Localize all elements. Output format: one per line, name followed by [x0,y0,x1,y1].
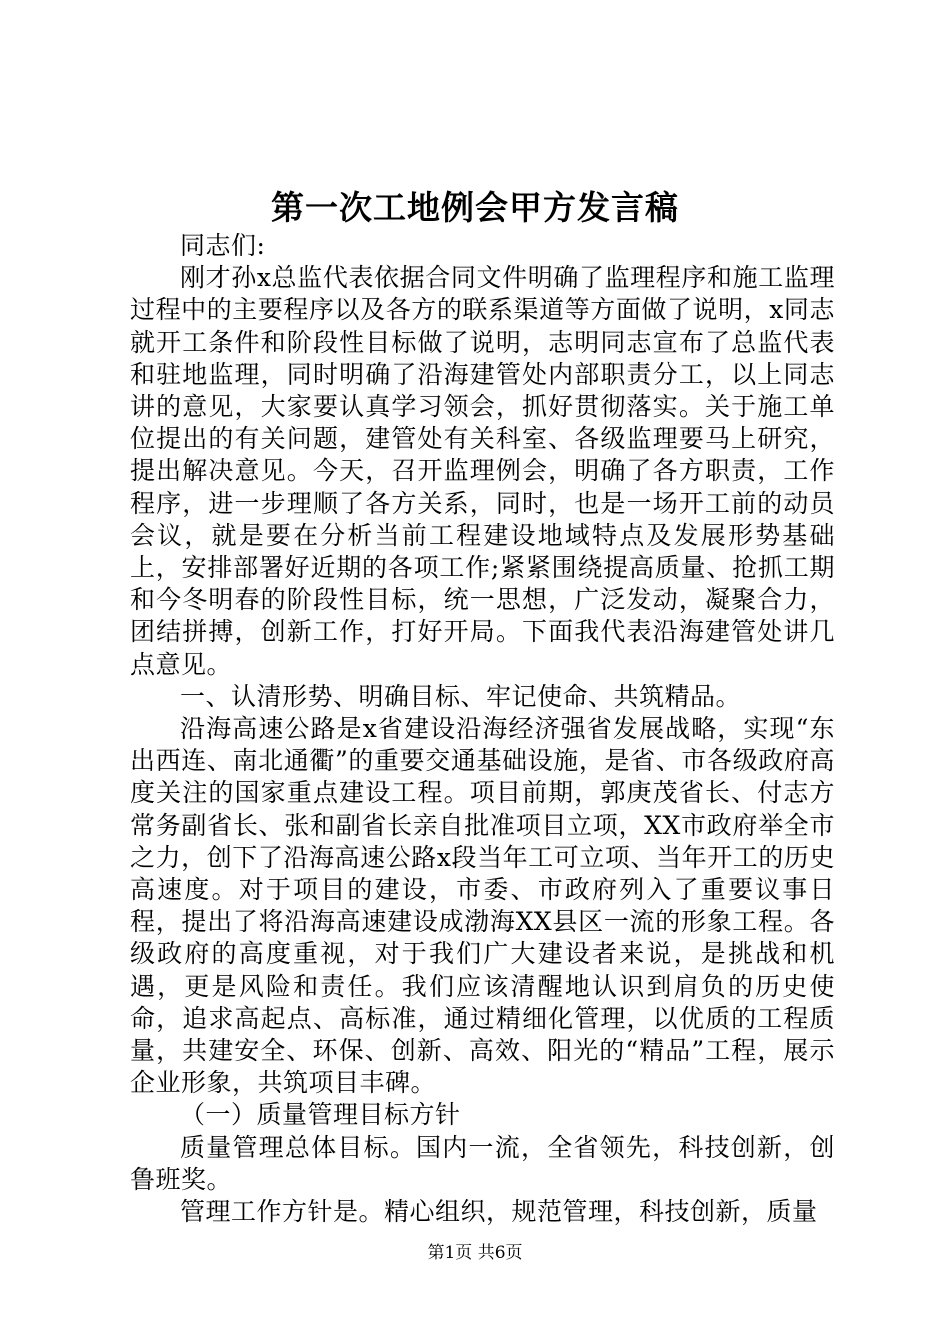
page-number-footer: 第1页 共6页 [427,1243,523,1263]
paragraph-salutation: 同志们: [180,231,266,260]
paragraph-opening: 刚才孙x总监代表依据合同文件明确了监理程序和施工监理过程中的主要程序以及各方的联系渠道等方面做了说明，x同志就开工条件和阶段性目标做了说明，志明同志宣布了总监代表和驻地监理，同时明确了沿海建管处内部职责分工，以上同志讲的意见，大家要认真学习领会，抓好贯彻落实。关于施工单位提出的有关问题，建管处有关科室、各级监理要马上研究，提出解决意见。今天，召开监理例会，明确了各方职责，工作程序，进一步理顺了各方关系，同时，也是一场开工前的动员会议，就是要在分析当前工程建设地域特点及发展形势基础上，安排部署好近期的各项工作;紧紧围绕提高质量、抢抓工期和今冬明春的阶段性目标，统一思想，广泛发动，凝聚合力，团结拼搏，创新工作，打好开局。下面我代表沿海建管处讲几点意见。 [130,263,835,679]
paragraph-situation: 沿海高速公路是x省建设沿海经济强省发展战略，实现“东出西连、南北通衢”的重要交通基础设施，是省、市各级政府高度关注的国家重点建设工程。项目前期，郭庚茂省长、付志方常务副省长、张和副省长亲自批准项目立项，XX市政府举全市之力，创下了沿海高速公路x段当年工可立项、当年开工的历史高速度。对于项目的建设，市委、市政府列入了重要议事日程，提出了将沿海高速建设成渤海XX县区一流的形象工程。各级政府的高度重视，对于我们广大建设者来说，是挑战和机遇，更是风险和责任。我们应该清醒地认识到肩负的历史使命，追求高起点、高标准，通过精细化管理，以优质的工程质量，共建安全、环保、创新、高效、阳光的“精品”工程，展示企业形象，共筑项目丰碑。 [130,714,835,1098]
subsection-heading-quality: （一）质量管理目标方针 [180,1100,461,1130]
paragraph-management-policy: 管理工作方针是。精心组织，规范管理，科技创新，质量 [180,1197,818,1227]
paragraph-quality-goal: 质量管理总体目标。国内一流，全省领先，科技创新，创鲁班奖。 [130,1132,835,1194]
section-heading-1: 一、认清形势、明确目标、牢记使命、共筑精品。 [180,681,742,711]
document-title: 第一次工地例会甲方发言稿 [271,188,679,227]
document-body [130,230,835,1228]
